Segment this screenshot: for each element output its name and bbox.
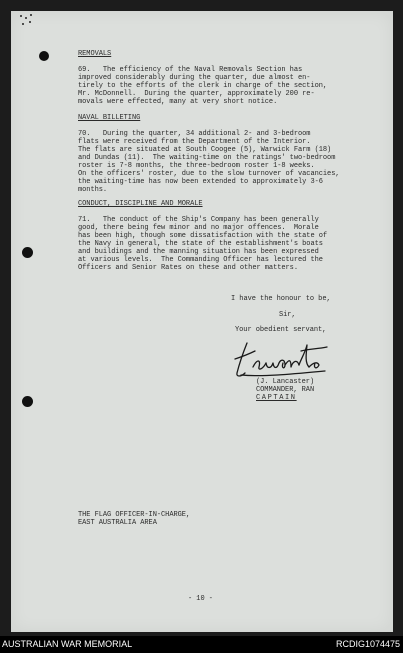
closing-servant: Your obedient servant, [235,326,327,334]
footer-source: AUSTRALIAN WAR MEMORIAL [2,639,133,649]
paragraph-69-line-4: Mr. McDonnell. During the quarter, approximately 200 re- [78,90,315,98]
paragraph-69-line-2: improved considerably during the quarter, due almost en- [78,74,311,82]
paragraph-71-line-6: at various levels. The Commanding Officer has lectured the [78,256,323,264]
paragraph-70-line-8: months. [78,186,108,194]
ink-specks [18,12,34,28]
punch-hole-bottom [22,396,33,407]
paragraph-70-line-6: On the officers' roster, due to the slow turnover of vacancies, [78,170,340,178]
paragraph-71-line-4: the Navy in general, the state of the establishment's boats [78,240,323,248]
paragraph-69-line-1: 69. The efficiency of the Naval Removals Section has [78,66,303,74]
signatory-name: (J. Lancaster) [256,378,315,386]
signatory-title: CAPTAIN [256,394,297,402]
paragraph-71-line-5: and buildings and the manning situation has been expressed [78,248,319,256]
footer-record-id: RCDIG1074475 [335,639,400,649]
paragraph-70-line-5: roster is 7-8 months, the three-bedroom roster 1-8 weeks. [78,162,315,170]
addressee-line-2: EAST AUSTRALIA AREA [78,519,157,527]
closing-sir: Sir, [279,311,296,319]
document-page [11,11,393,632]
paragraph-71-line-7: Officers and Senior Rates on these and other matters. [78,264,298,272]
paragraph-70-line-7: the waiting-time has now been extended to approximately 3-6 [78,178,323,186]
archive-footer [0,636,403,653]
addressee-line-1: THE FLAG OFFICER-IN-CHARGE, [78,511,191,519]
paragraph-70-line-3: The flats are situated at South Coogee (5), Warwick Farm (18) [78,146,332,154]
signatory-rank: COMMANDER, RAN [256,386,315,394]
punch-hole-top [39,51,49,61]
section-heading-naval-billeting: NAVAL BILLETING [78,114,141,122]
page-number: - 10 - [188,595,213,603]
paragraph-70-line-1: 70. During the quarter, 34 additional 2- and 3-bedroom [78,130,311,138]
punch-hole-middle [22,247,33,258]
section-heading-conduct: CONDUCT, DISCIPLINE AND MORALE [78,200,203,208]
paragraph-71-line-1: 71. The conduct of the Ship's Company has been generally [78,216,319,224]
closing-honour: I have the honour to be, [231,295,331,303]
paragraph-69-line-3: tirely to the efforts of the clerk in charge of the section, [78,82,328,90]
paragraph-71-line-3: has been high, though some dissatisfaction with the state of [78,232,328,240]
section-heading-removals: REMOVALS [78,50,112,58]
paragraph-71-line-2: good, there being few minor and no major offences. Morale [78,224,319,232]
handwritten-signature [233,337,333,379]
paragraph-70-line-2: flats were received from the Department of the Interior. [78,138,311,146]
paragraph-69-line-5: movals were effected, many at very short notice. [78,98,278,106]
paragraph-70-line-4: and Dundas (11). The waiting-time on the ratings' two-bedroom [78,154,336,162]
